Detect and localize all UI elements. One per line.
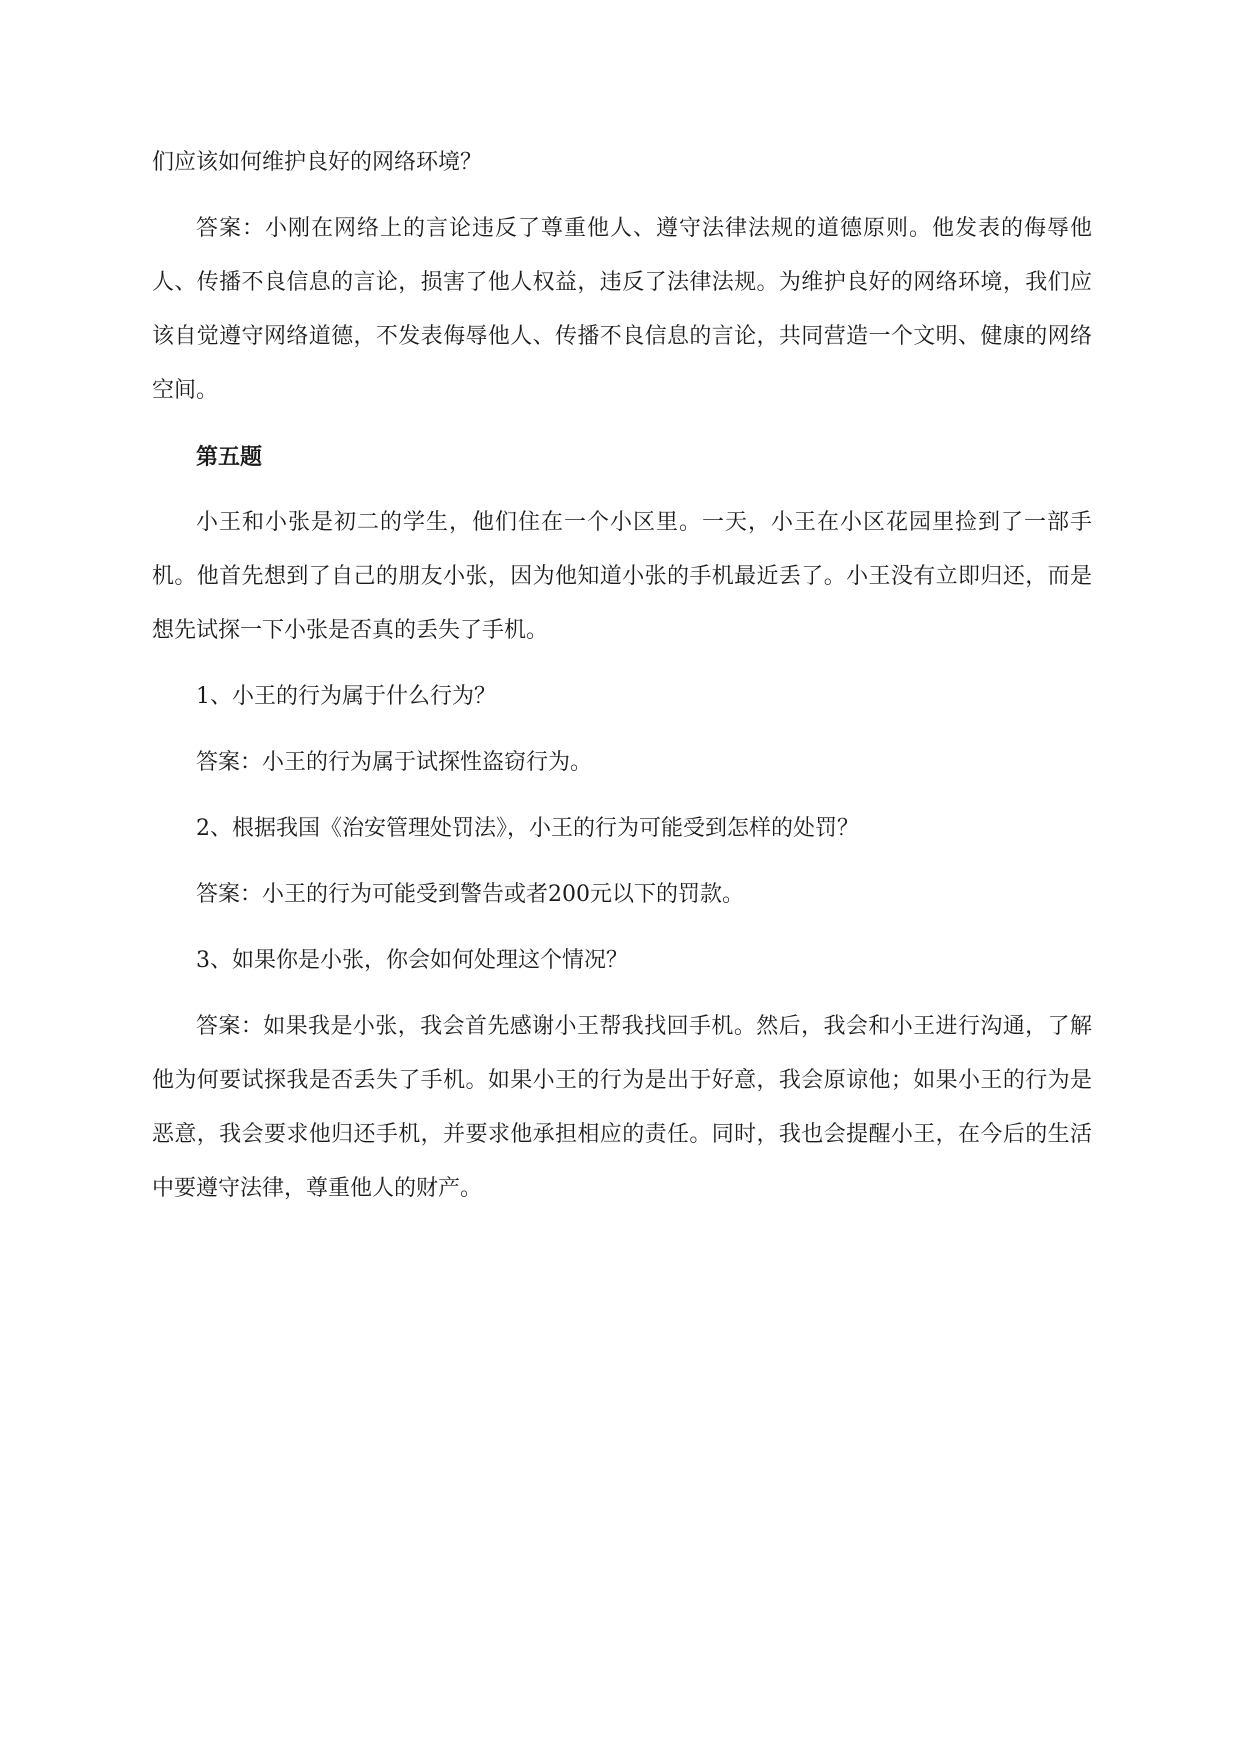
- question-2: 2、根据我国《治安管理处罚法》，小王的行为可能受到怎样的处罚？: [196, 816, 859, 841]
- scenario-paragraph: 小王和小张是初二的学生，他们住在一个小区里。一天，小王在小区花园里捡到了一部手机。他首先想到了自己的朋友小张，因为他知道小张的手机最近丢了。小王没有立即归还，而是想先试探一下小张是否真的丢失了手机。: [152, 510, 1092, 643]
- answer-2: 答案：小王的行为可能受到警告或者200元以下的罚款。: [196, 882, 744, 907]
- section-heading-q5: 第五题: [196, 444, 263, 470]
- answer-paragraph-q4: 答案：小刚在网络上的言论违反了尊重他人、遵守法律法规的道德原则。他发表的侮辱他人、传播不良信息的言论，损害了他人权益，违反了法律法规。为维护良好的网络环境，我们应该自觉遵守网络道德，不发表侮辱他人、传播不良信息的言论，共同营造一个文明、健康的网络空间。: [152, 216, 1092, 403]
- answer-3: 答案：如果我是小张，我会首先感谢小王帮我找回手机。然后，我会和小王进行沟通，了解他为何要试探我是否丢失了手机。如果小王的行为是出于好意，我会原谅他；如果小王的行为是恶意，我会要求他归还手机，并要求他承担相应的责任。同时，我也会提醒小王，在今后的生活中要遵守法律，尊重他人的财产。: [152, 1014, 1092, 1201]
- question-1: 1、小王的行为属于什么行为？: [196, 684, 496, 709]
- paragraph-continuation: 们应该如何维护良好的网络环境？: [152, 150, 483, 175]
- document-body: [152, 136, 1092, 1228]
- question-3: 3、如果你是小张，你会如何处理这个情况？: [196, 948, 628, 973]
- answer-1: 答案：小王的行为属于试探性盗窃行为。: [196, 750, 593, 775]
